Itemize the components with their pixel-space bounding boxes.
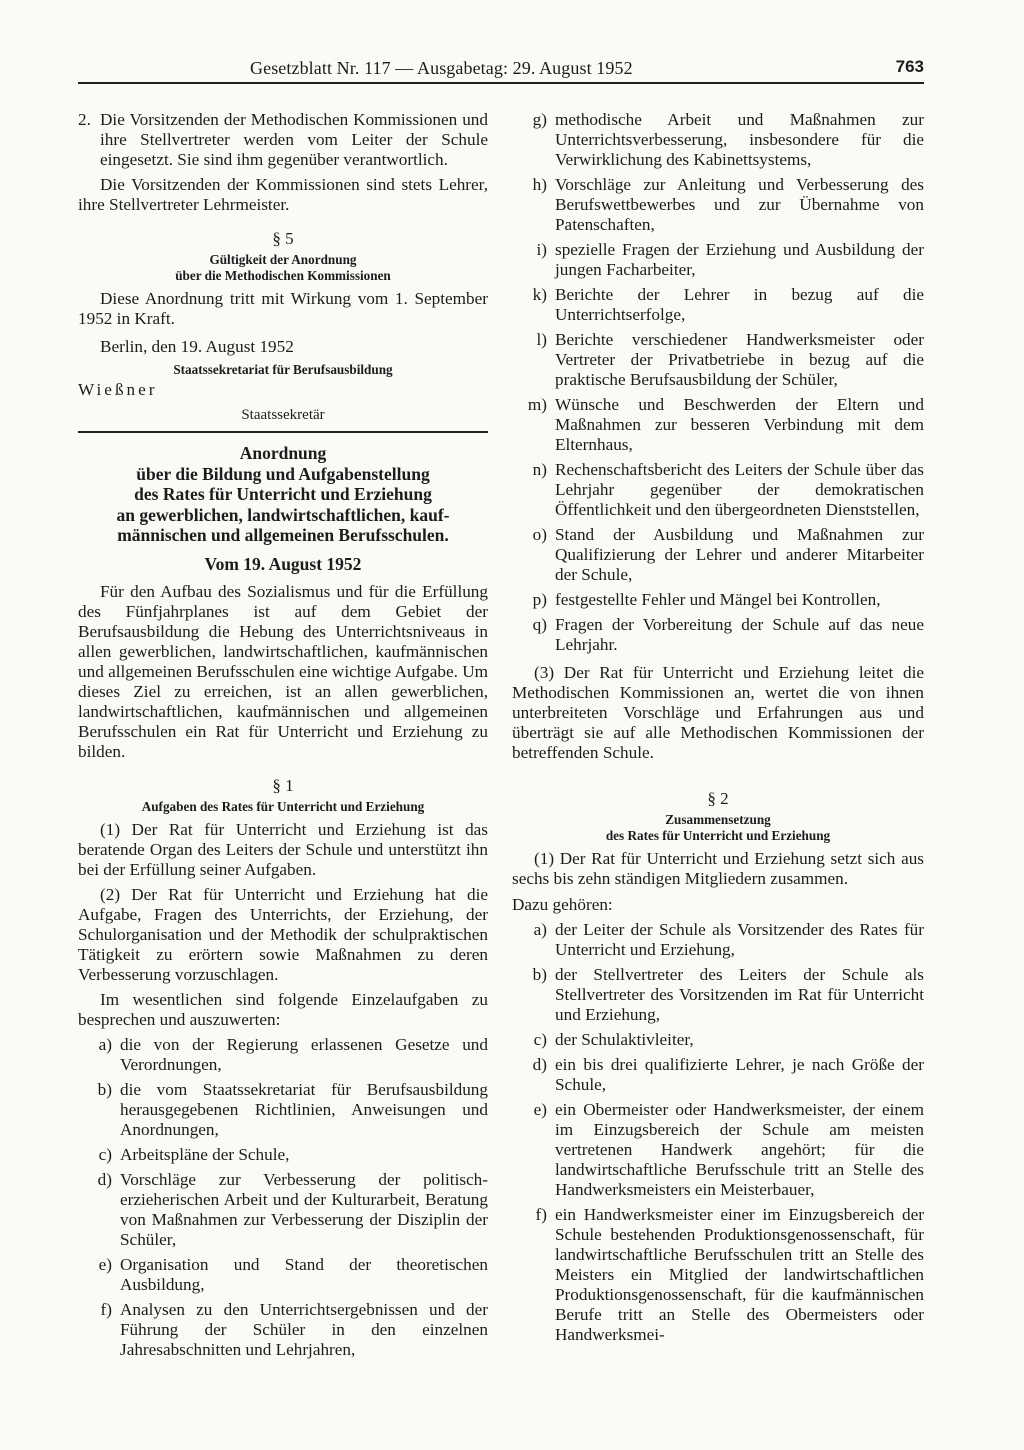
item-text: ein Handwerksmeister einer im Einzugsbereich der Schule bestehenden Produktionsgenossenschaft, für landwirtschaftliche Berufsschulen tritt an Stelle des Meisters ein Mitglied der landwirtschaftlichen Produktionsgenossenschaft, für die kaufmännischen Berufe tritt an Stelle des Obermeisters oder Handwerksmei- [555, 1205, 924, 1344]
item-label: e) [533, 1100, 547, 1119]
item-text: Berichte verschiedener Handwerksmeister oder Vertreter der Privatbetriebe in bezug auf die praktische Berufsausbildung der Schüler, [555, 330, 924, 389]
list-item [512, 460, 924, 520]
page-number: 763 [895, 57, 924, 76]
list-item [78, 1170, 488, 1250]
list-item [78, 1145, 488, 1165]
title-line: an gewerblichen, landwirtschaftlichen, kauf- [116, 504, 450, 525]
item-text: Organisation und Stand der theoretischen Ausbildung, [120, 1254, 488, 1294]
section-2-paragraph-1: (1) Der Rat für Unterricht und Erziehung setzt sich aus sechs bis zehn ständigen Mitgliedern zusammen. [512, 849, 924, 888]
list-item [78, 1255, 488, 1295]
section-1-paragraph-1: (1) Der Rat für Unterricht und Erziehung ist das beratende Organ des Leiters der Schule und unterstützt ihn bei der Erfüllung seiner Aufgaben. [78, 819, 488, 879]
item-text: Berichte der Lehrer in bezug auf die Unterrichtserfolge, [555, 285, 924, 324]
page-header [78, 56, 924, 84]
item-label: i) [536, 240, 547, 259]
list-item [78, 1300, 488, 1360]
signatory: Wießner [78, 380, 158, 399]
list-item [512, 240, 924, 280]
item-text: der Leiter der Schule als Vorsitzender des Rates für Unterricht und Erziehung, [555, 920, 924, 959]
right-column [512, 110, 924, 1350]
item-label: d) [532, 1055, 547, 1074]
list-item [78, 1080, 488, 1140]
item-label: a) [98, 1034, 112, 1054]
section-1-paragraph-4: (3) Der Rat für Unterricht und Erziehung leitet die Methodischen Kommissionen an, wertet die von ihnen unterbreiteten Vorschläge und Erfahrungen aus und überträgt sie auf alle Methodischen Kommissionen der betreffenden Schule. [512, 663, 924, 762]
item-text: Stand der Ausbildung und Maßnahmen zur Qualifizierung der Lehrer und anderer Mitarbeiter der Schule, [555, 525, 924, 584]
item-label: f) [100, 1299, 112, 1319]
title-line: des Rates für Unterricht und Erziehung [134, 484, 432, 504]
section-title-line: Gültigkeit der Anordnung [209, 252, 357, 267]
list-item [512, 110, 924, 170]
item-label: b) [97, 1079, 112, 1099]
signatory-title: Staatssekretär [241, 407, 325, 423]
section-1-paragraph-2: (2) Der Rat für Unterricht und Erziehung hat die Aufgabe, Fragen des Unterrichts, der Erziehung, der Schulorganisation und der Methodik der schulpraktischen Tätigkeit zu erörtern sowie Maßnahmen zu deren Verbesserung vorzuschlagen. [78, 884, 488, 984]
item-text: der Stellvertreter des Leiters der Schule als Stellvertreter des Vorsitzenden im Rat für Unterricht und Erziehung, [555, 965, 924, 1024]
item-text: spezielle Fragen der Erziehung und Ausbildung der jungen Facharbeiter, [555, 240, 924, 279]
divider [78, 431, 488, 433]
item-text: der Schulaktivleiter, [555, 1030, 694, 1049]
item-text: Rechenschaftsbericht des Leiters der Schule über das Lehrjahr gegenüber der demokratischen Öffentlichkeit und den übergeordneten Dienststellen, [555, 460, 924, 519]
item-label: a) [533, 920, 547, 939]
section-5-text: Diese Anordnung tritt mit Wirkung vom 1. September 1952 in Kraft. [78, 289, 488, 328]
item-text: die von der Regierung erlassenen Gesetze und Verordnungen, [120, 1034, 488, 1074]
section-2-paragraph-2: Dazu gehören: [512, 895, 613, 914]
section-5-symbol: § 5 [272, 229, 294, 248]
list-item [512, 590, 924, 610]
section-1-title: Aufgaben des Rates für Unterricht und Erziehung [141, 798, 425, 814]
ordinance-date: Vom 19. August 1952 [204, 553, 362, 574]
item-text: ein bis drei qualifizierte Lehrer, je nach Größe der Schule, [555, 1055, 924, 1094]
list-item [512, 1100, 924, 1200]
section-2-symbol: § 2 [707, 789, 729, 808]
list-item [512, 920, 924, 960]
item-text: Vorschläge zur Anleitung und Verbesserung des Berufswettbewerbes und zur Übernahme von Patenschaften, [555, 175, 924, 234]
section-1-paragraph-3: Im wesentlichen sind folgende Einzelaufgaben zu besprechen und auszuwerten: [78, 989, 488, 1029]
item-label: n) [532, 460, 547, 479]
item-text: ein Obermeister oder Handwerksmeister, der einem im Einzugsbereich der Schule am meisten vertretenen Handwerk angehört; für die landwirtschaftliche Berufsschule tritt an Stelle des Handwerksmeisters ein Meisterbauer, [555, 1100, 924, 1199]
item-text: Arbeitspläne der Schule, [120, 1144, 290, 1164]
item-label: p) [532, 590, 547, 609]
item-text: Analysen zu den Unterrichtsergebnissen und der Führung der Schüler in den einzelnen Jahresabschnitten und Lehrjahren, [120, 1299, 488, 1359]
item-label: c) [533, 1030, 547, 1049]
item-label: q) [532, 615, 547, 634]
list-item [512, 525, 924, 585]
paragraph-text: Die Vorsitzenden der Methodischen Kommissionen und ihre Stellvertreter werden vom Leiter der Schule eingesetzt. Sie sind ihm gegenüber verantwortlich. [100, 110, 488, 169]
list-item [512, 1205, 924, 1345]
list-item [512, 395, 924, 455]
list-item [512, 175, 924, 235]
paragraph: Die Vorsitzenden der Kommissionen sind stets Lehrer, ihre Stellvertreter Lehrmeister. [78, 175, 488, 214]
ordinance-title [78, 443, 488, 546]
preamble: Für den Aufbau des Sozialismus und für die Erfüllung des Fünfjahrplanes ist auf dem Gebiet der Berufsausbildung die Hebung des Unterrichtsniveaus in allen gewerblichen, landwirtschaftlichen, kaufmännischen und allgemeinen Berufsschulen eine wichtige Aufgabe. Um dieses Ziel zu erreichen, ist an allen gewerblichen, landwirtschaftlichen, kaufmännischen und allgemeinen Berufsschulen ein Rat für Unterricht und Erziehung zu bilden. [78, 581, 488, 761]
list-item [512, 1030, 924, 1050]
section-title-line: des Rates für Unterricht und Erziehung [605, 828, 831, 843]
section-1-symbol: § 1 [272, 775, 294, 795]
item-label: b) [532, 965, 547, 984]
authority: Staatssekretariat für Berufsausbildung [173, 362, 393, 377]
list-item [78, 1035, 488, 1075]
section-2-title [512, 812, 924, 844]
title-line: Anordnung [239, 443, 327, 463]
list-item [512, 285, 924, 325]
paragraph-label: 2. [78, 110, 91, 129]
item-text: Wünsche und Beschwerden der Eltern und Maßnahmen zur besseren Verbindung mit dem Elternhaus, [555, 395, 924, 454]
item-text: Fragen der Vorbereitung der Schule auf das neue Lehrjahr. [555, 615, 924, 654]
list-item [512, 965, 924, 1025]
section-5-title [78, 252, 488, 284]
item-label: g) [532, 110, 547, 129]
item-label: o) [532, 525, 547, 544]
item-label: h) [532, 175, 547, 194]
item-label: c) [98, 1144, 112, 1164]
item-text: festgestellte Fehler und Mängel bei Kontrollen, [555, 590, 881, 609]
item-text: methodische Arbeit und Maßnahmen zur Unterrichtsverbesserung, insbesondere für die Verwirklichung des Kabinettsystems, [555, 110, 924, 169]
left-column [78, 110, 488, 1365]
item-label: m) [527, 395, 547, 414]
place-date: Berlin, den 19. August 1952 [100, 337, 294, 356]
item-text: Vorschläge zur Verbesserung der politisch-erzieherischen Arbeit und der Kulturarbeit, Beratung von Maßnahmen zur Verbesserung der Disziplin der Schüler, [120, 1169, 488, 1249]
running-title: Gesetzblatt Nr. 117 — Ausgabetag: 29. August 1952 [250, 58, 633, 78]
title-line: männischen und allgemeinen Berufsschulen. [117, 525, 449, 545]
title-line: über die Bildung und Aufgabenstellung [136, 463, 430, 484]
item-text: die vom Staatssekretariat für Berufsausbildung herausgegebenen Richtlinien, Anweisungen und Anordnungen, [120, 1079, 488, 1139]
item-label: d) [97, 1169, 112, 1189]
list-item [512, 1055, 924, 1095]
item-label: e) [98, 1254, 112, 1274]
item-label: k) [532, 285, 547, 304]
item-label: f) [535, 1205, 547, 1224]
list-item [512, 330, 924, 390]
section-title-line: über die Methodischen Kommissionen [175, 268, 391, 283]
section-title-line: Zusammensetzung [665, 812, 771, 827]
paragraph-2 [78, 110, 488, 170]
item-label: l) [536, 330, 547, 349]
list-item [512, 615, 924, 655]
